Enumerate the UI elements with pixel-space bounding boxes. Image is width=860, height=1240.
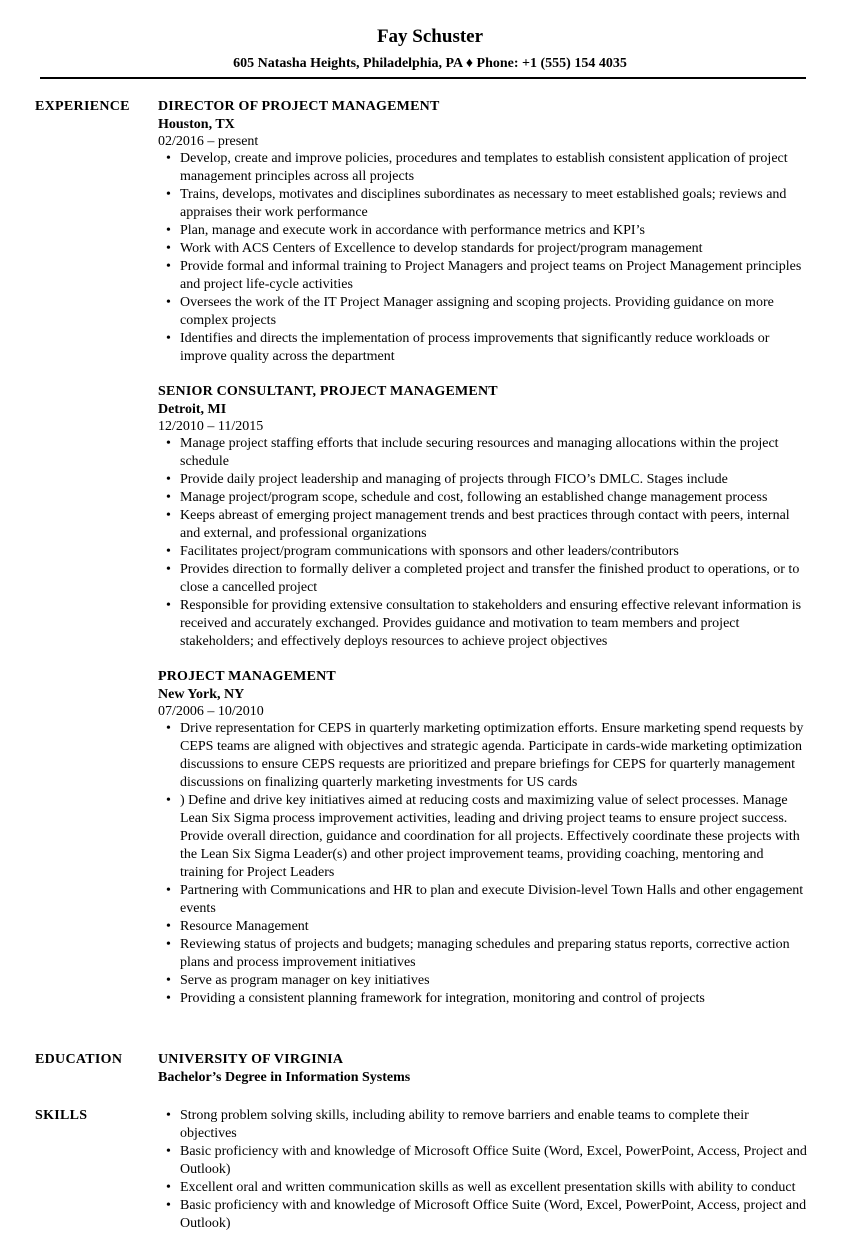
job-title: DIRECTOR OF PROJECT MANAGEMENT <box>158 99 440 114</box>
duty-item: • Oversees the work of the IT Project Manager assigning and scoping projects. Providing guidance on more complex projects <box>180 294 808 330</box>
duty-item: • Serve as program manager on key initiatives <box>180 972 808 990</box>
job-entry <box>158 98 808 366</box>
duty-item: • Identifies and directs the implementation of process improvements that significantly reduce workloads or improve quality across the department <box>180 330 808 366</box>
skill-item: • Strong problem solving skills, including ability to remove barriers and enable teams to complete their objectives <box>180 1107 808 1143</box>
duty-item: • Provide daily project leadership and managing of projects through FICO’s DMLC. Stages include <box>180 471 808 489</box>
school-name: UNIVERSITY OF VIRGINIA <box>158 1052 344 1067</box>
job-title: PROJECT MANAGEMENT <box>158 669 336 684</box>
job-duties-list <box>158 435 808 651</box>
duty-item: • ) Define and drive key initiatives aimed at reducing costs and maximizing value of select processes. Manage Lean Six Sigma process improvement activities, leading and driving project teams to ensure project success. Provide overall direction, guidance and coordination for all projects. Effectively coordinate these projects with the Lean Six Sigma Leader(s) and other project improvement teams, providing coaching, mentoring and training for Project Leaders <box>180 792 808 882</box>
skills-list <box>158 1107 808 1233</box>
duty-item: • Work with ACS Centers of Excellence to develop standards for project/program management <box>180 240 808 258</box>
education-body <box>158 1051 808 1087</box>
candidate-name: Fay Schuster <box>376 26 484 47</box>
education-section <box>35 1051 825 1087</box>
duty-item: • Trains, develops, motivates and disciplines subordinates as necessary to meet established goals; reviews and appraises their work performance <box>180 186 808 222</box>
duty-item: • Responsible for providing extensive consultation to stakeholders and ensuring effective relevant information is received and accurately exchanged. Provides guidance and motivation to team members and project stakeholders; and effectively deploys resources to achieve project objectives <box>180 597 808 651</box>
duty-item: • Providing a consistent planning framework for integration, monitoring and control of projects <box>180 990 808 1008</box>
contact-line: 605 Natasha Heights, Philadelphia, PA ♦ Phone: +1 (555) 154 4035 <box>233 56 627 71</box>
job-duties-list <box>158 720 808 1008</box>
duty-item: • Manage project/program scope, schedule and cost, following an established change management process <box>180 489 808 507</box>
job-location: Detroit, MI <box>158 402 227 417</box>
duty-item: • Partnering with Communications and HR to plan and execute Division-level Town Halls and other engagement events <box>180 882 808 918</box>
skills-section <box>35 1107 825 1233</box>
job-duties-list <box>158 150 808 366</box>
duty-item: • Provides direction to formally deliver a completed project and transfer the finished product to operations, or to close a cancelled project <box>180 561 808 597</box>
experience-heading: EXPERIENCE <box>35 99 130 114</box>
job-dates: 12/2010 – 11/2015 <box>158 419 264 434</box>
job-entry <box>158 383 808 651</box>
job-dates: 02/2016 – present <box>158 134 259 149</box>
resume-header <box>0 0 860 72</box>
duty-item: • Plan, manage and execute work in accordance with performance metrics and KPI’s <box>180 222 808 240</box>
duty-item: • Reviewing status of projects and budgets; managing schedules and preparing status reports, corrective action plans and process improvement initiatives <box>180 936 808 972</box>
experience-body <box>158 98 808 1008</box>
duty-item: • Manage project staffing efforts that include securing resources and managing allocations within the project schedule <box>180 435 808 471</box>
duty-item: • Keeps abreast of emerging project management trends and best practices through contact with peers, internal and external, and professional organizations <box>180 507 808 543</box>
duty-item: • Facilitates project/program communications with sponsors and other leaders/contributors <box>180 543 808 561</box>
skill-item: • Basic proficiency with and knowledge of Microsoft Office Suite (Word, Excel, PowerPoint, Access, Project and Outlook) <box>180 1143 808 1179</box>
job-title: SENIOR CONSULTANT, PROJECT MANAGEMENT <box>158 384 498 399</box>
job-entry <box>158 668 808 1008</box>
education-heading: EDUCATION <box>35 1052 123 1067</box>
skill-item: • Basic proficiency with and knowledge of Microsoft Office Suite (Word, Excel, PowerPoint, Access, project and Outlook) <box>180 1197 808 1233</box>
degree-name: Bachelor’s Degree in Information Systems <box>158 1070 411 1085</box>
header-divider <box>40 77 806 79</box>
duty-item: • Provide formal and informal training to Project Managers and project teams on Project Management principles and project life-cycle activities <box>180 258 808 294</box>
skills-heading: SKILLS <box>35 1108 88 1123</box>
duty-item: • Develop, create and improve policies, procedures and templates to establish consistent application of project management principles across all projects <box>180 150 808 186</box>
experience-section <box>35 98 825 1025</box>
job-location: Houston, TX <box>158 117 235 132</box>
duty-item: • Resource Management <box>180 918 808 936</box>
duty-item: • Drive representation for CEPS in quarterly marketing optimization efforts. Ensure marketing spend requests by CEPS teams are aligned with objectives and strategic agenda. Participate in cards-wide marketing optimization discussions to ensure CEPS requests are prioritized and prepare briefings for CEPS for quarterly management discussions on finalizing quarterly marketing investments for US cards <box>180 720 808 792</box>
skill-item: • Excellent oral and written communication skills as well as excellent presentation skills with ability to conduct <box>180 1179 808 1197</box>
skills-body <box>158 1107 808 1233</box>
job-dates: 07/2006 – 10/2010 <box>158 704 264 719</box>
job-location: New York, NY <box>158 687 245 702</box>
